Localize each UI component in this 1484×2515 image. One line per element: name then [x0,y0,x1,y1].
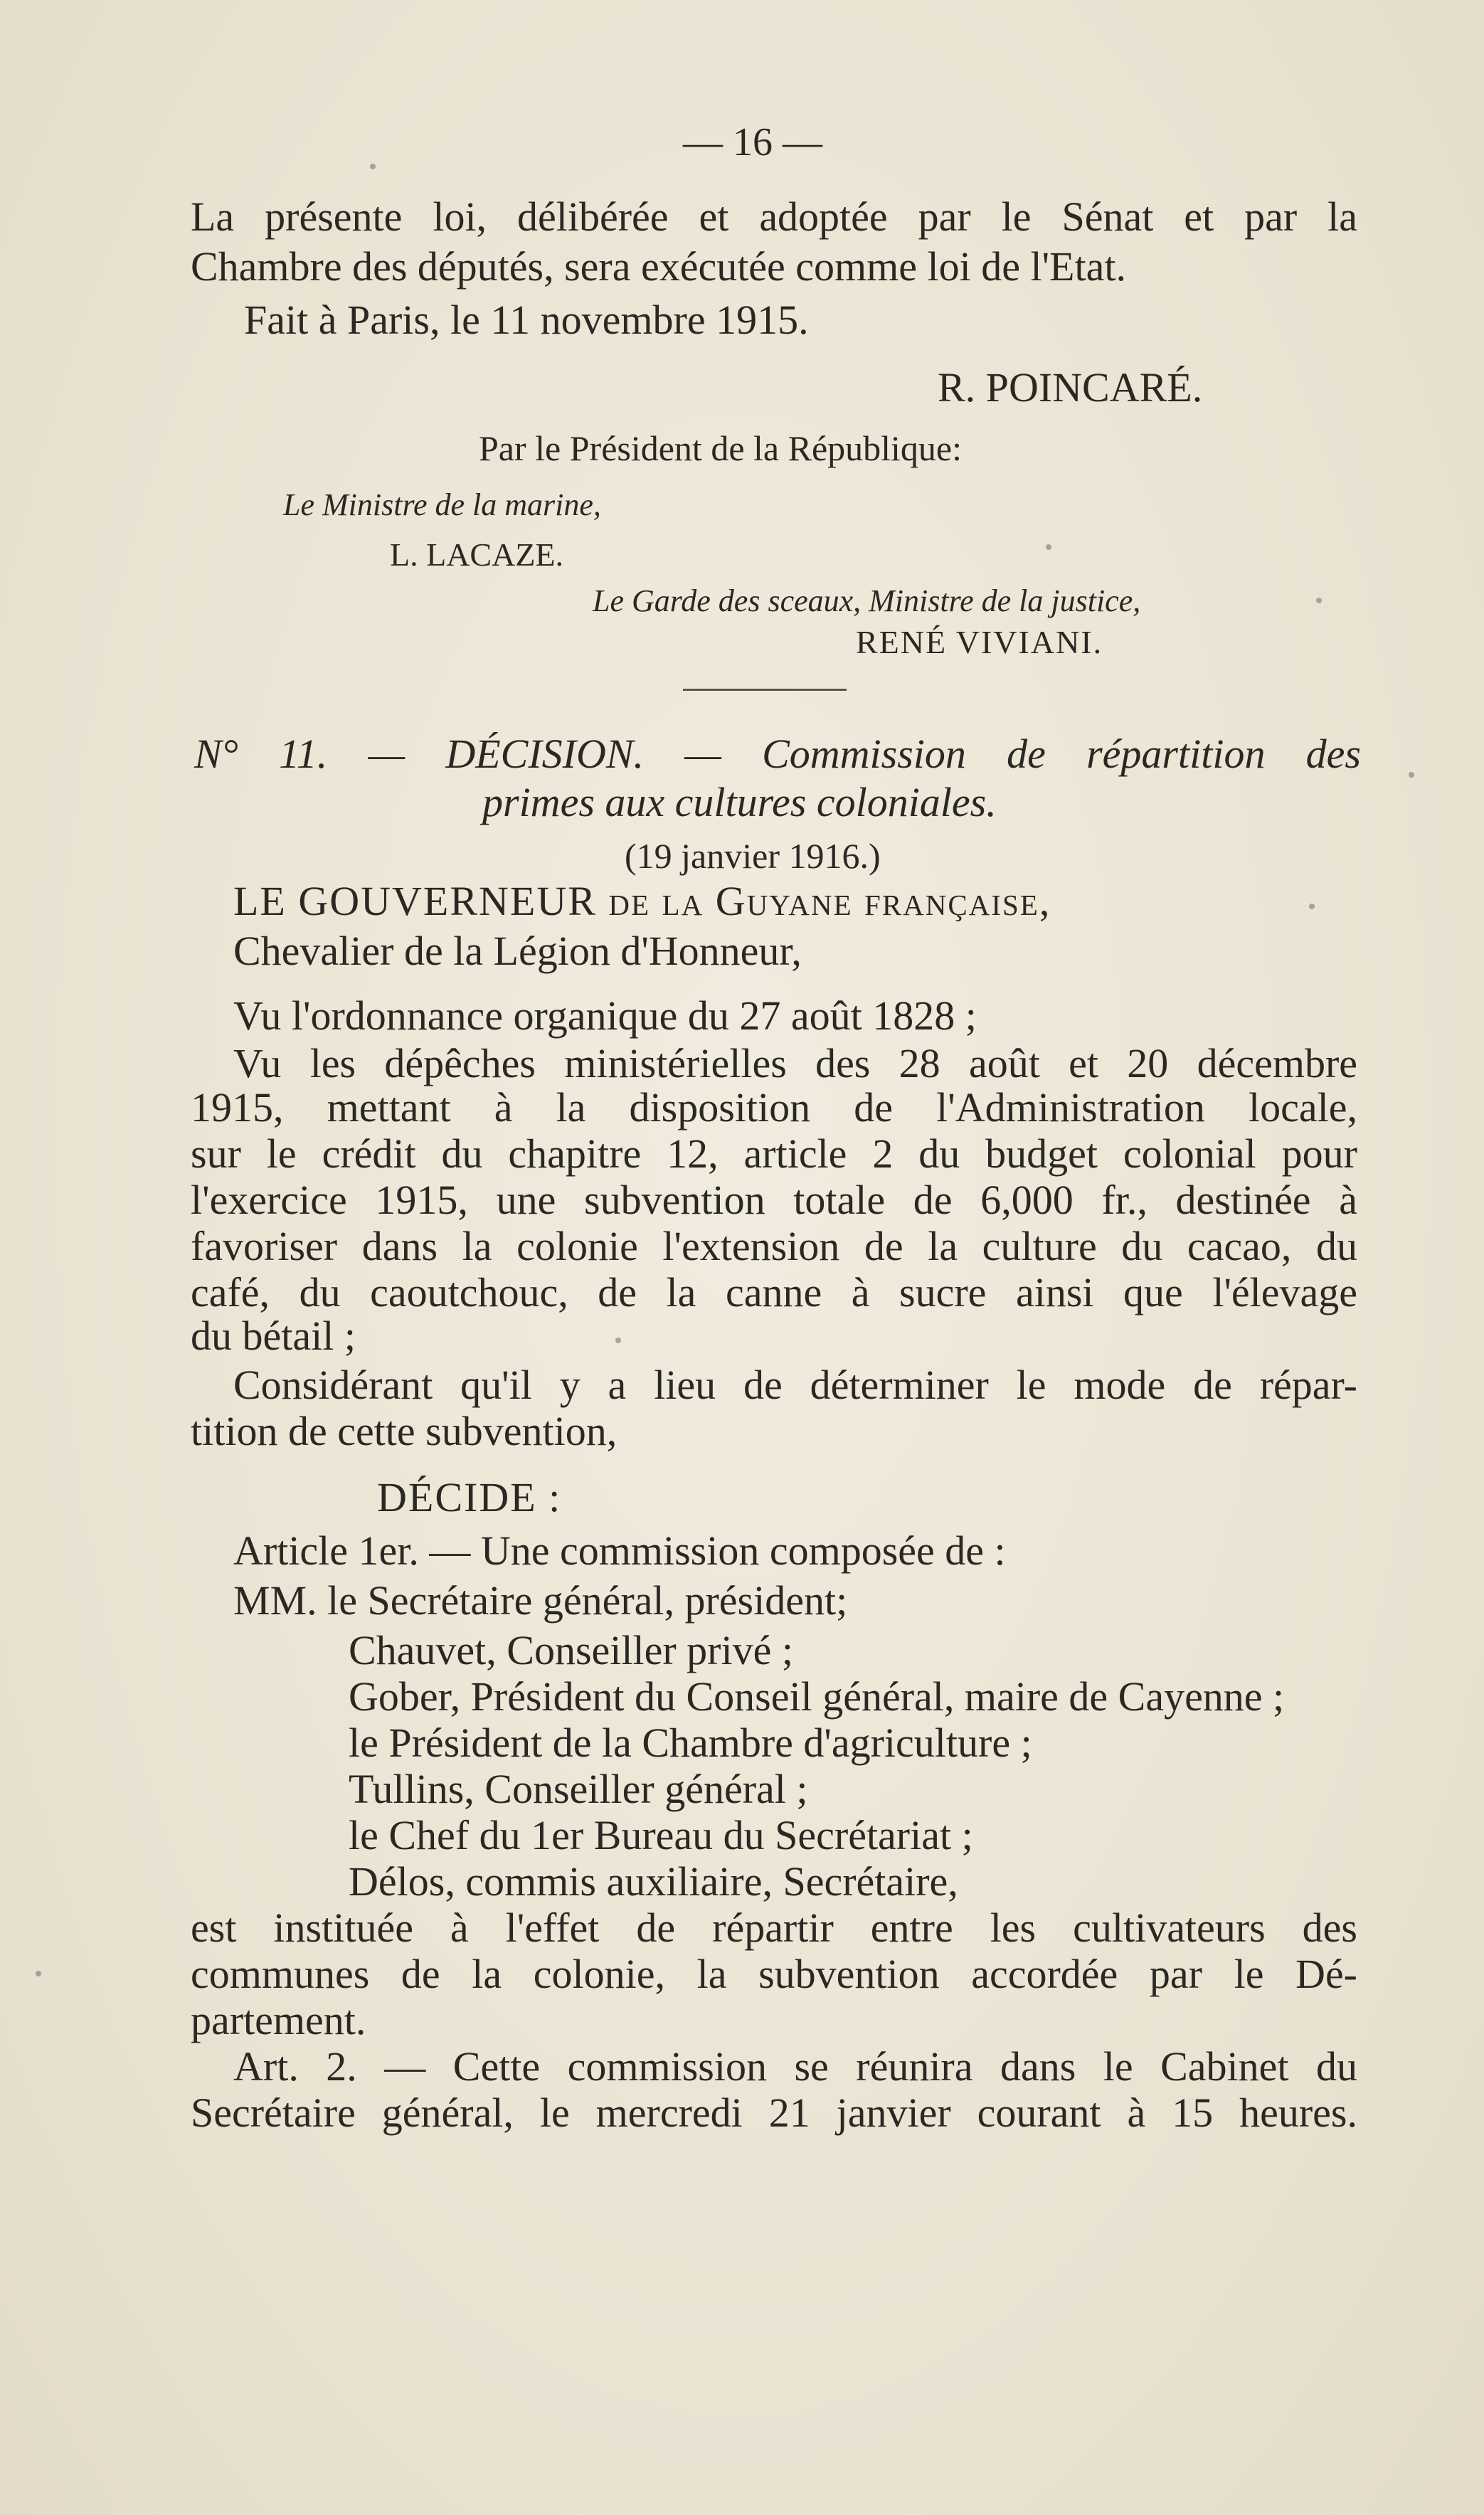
minister-name: RENÉ VIVIANI. [856,624,1103,660]
minister-title: Le Garde des sceaux, Ministre de la justice, [593,583,1141,618]
text-line: partement. [191,1997,366,2043]
president-signature: R. POINCARÉ. [938,364,1203,411]
countersign-label: Par le Président de la République: [479,428,963,468]
text-line: Considérant qu'il y a lieu de déterminer le mode de répar- [233,1362,1357,1408]
paper-speck [1046,544,1051,550]
text-line: favoriser dans la colonie l'extension de la culture du cacao, du [191,1223,1357,1269]
paper-speck [370,164,376,169]
member-line: le Président de la Chambre d'agriculture ; [349,1720,1032,1766]
governor-line: LE GOUVERNEUR de la Guyane française, [233,878,1051,924]
text-line: tition de cette subvention, [191,1408,618,1454]
governor-line: Chevalier de la Légion d'Honneur, [233,928,802,974]
minister-name: L. LACAZE. [390,536,564,573]
decision-date: (19 janvier 1916.) [625,836,881,876]
paper-speck [36,1971,41,1976]
member-line: Tullins, Conseiller général ; [349,1766,808,1812]
text-line: Vu l'ordonnance organique du 27 août 1828 ; [233,992,977,1039]
paper-speck [615,1338,621,1343]
paper-speck [1309,904,1315,909]
text-line: Secrétaire général, le mercredi 21 janvier courant à 15 heures. [191,2090,1357,2136]
text-line: Fait à Paris, le 11 novembre 1915. [244,297,809,343]
section-divider [683,689,847,691]
text-line: café, du caoutchouc, de la canne à sucre ainsi que l'élevage [191,1269,1357,1315]
text-line: l'exercice 1915, une subvention totale de 6,000 fr., destinée à [191,1177,1357,1223]
text-line: Chambre des députés, sera exécutée comme loi de l'Etat. [191,243,1126,290]
text-line: Art. 2. — Cette commission se réunira dans le Cabinet du [233,2043,1357,2090]
text-line: 1915, mettant à la disposition de l'Administration locale, [191,1084,1357,1131]
member-line: Chauvet, Conseiller privé ; [349,1627,793,1673]
decide-heading: DÉCIDE : [377,1474,562,1520]
member-line: le Chef du 1er Bureau du Secrétariat ; [349,1812,973,1858]
decision-heading: N° 11. — DÉCISION. — Commission de répartition des [194,731,1361,777]
member-line: MM. le Secrétaire général, président; [233,1577,848,1624]
text-line: est instituée à l'effet de répartir entre les cultivateurs des [191,1905,1357,1951]
member-line: Gober, Président du Conseil général, maire de Cayenne ; [349,1673,1285,1720]
paper-speck [1316,598,1322,603]
page-number: — 16 — [683,120,822,164]
member-line: Délos, commis auxiliaire, Secrétaire, [349,1858,958,1905]
paper-speck [1409,772,1414,778]
text-line: La présente loi, délibérée et adoptée par le Sénat et par la [191,194,1357,240]
article-line: Article 1er. — Une commission composée de : [233,1527,1006,1574]
text-line: Vu les dépêches ministérielles des 28 août et 20 décembre [233,1040,1357,1086]
text-line: sur le crédit du chapitre 12, article 2 du budget colonial pour [191,1131,1357,1177]
text-line: communes de la colonie, la subvention accordée par le Dé- [191,1951,1357,1997]
text-line: du bétail ; [191,1313,356,1359]
decision-heading: primes aux cultures coloniales. [482,779,997,825]
minister-title: Le Ministre de la marine, [283,487,601,522]
